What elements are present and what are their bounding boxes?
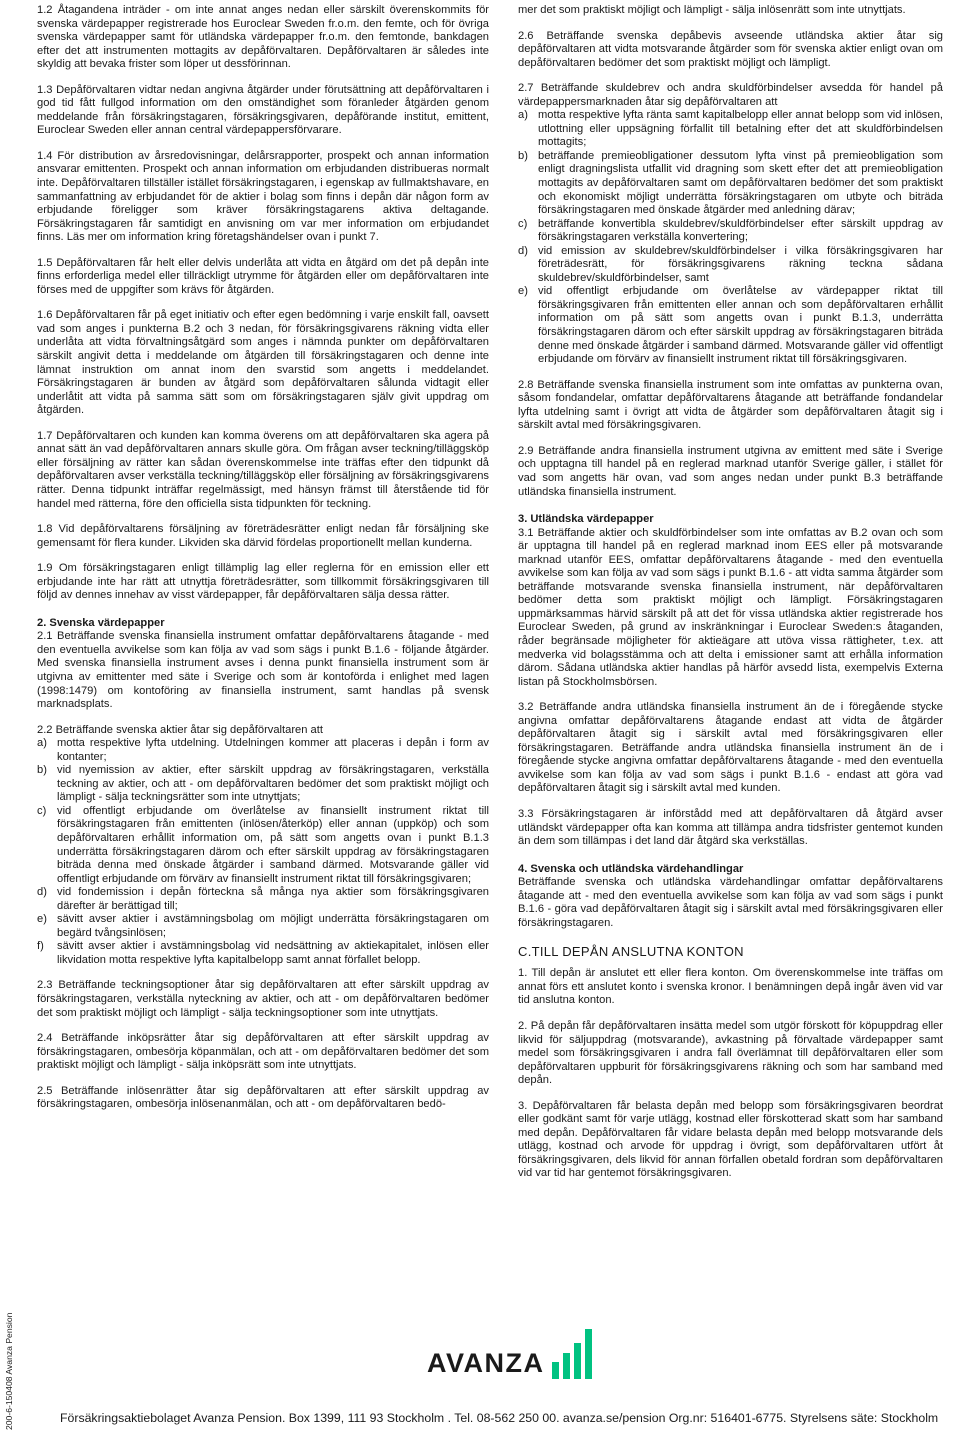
paragraph-3-3: 3.3 Försäkringstagaren är införstådd med att depåförvaltaren då åtgärd avser utländskt värdepapper ofta kan komma att tillämpa andra tidsfrister gentemot kunden än dem som tillämpas i det land där åtgärd ska verkställas. (518, 807, 943, 848)
list-marker: b) (518, 149, 528, 162)
list-text: vid fondemission i depån förteckna så många nya aktier som försäkringsgivaren därefter är berättigad till; (57, 886, 489, 912)
list-text: beträffande konvertibla skuldebrev/skuldförbindelser efter särskilt uppdrag av försäkringstagaren verkställa konvertering; (538, 217, 943, 244)
list-text: vid emission av skuldebrev/skuldförbindelser i vilka försäkringsgivaren har företrädesrätt, för försäkringsgivarens räkning teckna sådana skuldebrev/skuldförbindelser, samt (538, 244, 943, 284)
list-item (518, 218, 943, 245)
paragraph-3-1: 3.1 Beträffande aktier och skuldförbindelser som inte omfattas av B.2 ovan och som är upptagna till handel på en reglerad marknad inom EES eller på motsvarande marknad utanför EES, omfattar depåförvaltarens åtagande - med den eventuella avvikelse som kan följa av vad som sägs i punkt B.1.6 - att vidta samma åtgärder som beträffande motsvarande svenska finansiella instrument, när depåförvaltaren bedömer detta som praktiskt möjligt och lämpligt. Försäkringstagaren uppmärksammas härvid särskilt på att det för vissa utländska aktier registrerade hos Euroclear Sweden, på grund av inskränkningar i Euroclear Sweden:s åtaganden, råder begränsade möjligheter för aktieägare att utöva vissa rättigheter, t.ex. att medverka vid bolagsstämma och att delta i emissioner samt att erhålla information därom. Sådana utländska aktier handlas på härför avsedd lista, exempelvis Externa listan på Stockholmsbörsen. (518, 526, 943, 688)
list-marker: f) (37, 940, 44, 953)
list-item (518, 245, 943, 286)
paragraph-2-1: 2.1 Beträffande svenska finansiella instrument omfattar depåförvaltarens åtagande - med den eventuella avvikelse som kan följa av vad som sägs i punkt B.1.6 - följande åtgärder. Med svenska finansiella instrument avses i denna punkt finansiella instrument som är utgivna av emittenter med säte i Sverige och som är kontoförda i enlighet med lagen (1998:1479) om kontoföring av finansiella instrument, samt handlas på svensk marknadsplats. (37, 630, 489, 711)
paragraph-2-3: 2.3 Beträffande teckningsoptioner åtar sig depåförvaltaren att efter särskilt uppdrag av försäkringstagaren, verkställa nyteckning av aktier, och att - om depåförvaltaren bedömer det som praktiskt möjligt och lämpligt - sälja teckningsoptioner som inte utnyttjats. (37, 979, 489, 1019)
list-item (37, 737, 489, 764)
paragraph-1-8: 1.8 Vid depåförvaltarens försäljning av företrädesrätter enligt nedan får försäljning ske gemensamt för flera kunder. Likviden ska därvid fördelas proportionellt mellan kunderna. (37, 523, 489, 549)
paragraph-1-7: 1.7 Depåförvaltaren och kunden kan komma överens om att depåförvaltaren ska agera på annat sätt än vad depåförvaltaren annars skulle göra. Om frågan avser teckning/tilläggsköp eller försäljning av rätter kan sådan överenskommelse inte träffas efter den tidpunkt då depåförvaltaren avser verkställa teckning/tilläggsköp eller försäljning av försäkringsgivarens rätter. Denna tidpunkt inträffar regelmässigt, med hänsyn främst till återstående tid för handel med rätterna, före den officiella sista tidpunkten för teckning. (37, 429, 489, 510)
list-text: beträffande premieobligationer dessutom lyfta vinst på premieobligation som enligt dragningslista utfallit vid dragning som skett efter det att premieobligation mottagits av depåförvaltaren samt om depåförvaltaren bedömer det som praktiskt och ekonomiskt möjligt underrätta försäkringstagaren om utbyte och biträda försäkringstagaren med önskade åtgärder med anledning därav; (538, 149, 943, 217)
list-text: sävitt avser aktier i avstämningsbolag vid nedsättning av aktiekapitalet, inlösen eller likvidation motta respektive lyfta kapitalbelopp samt annat förfallet belopp. (57, 940, 489, 966)
paragraph-3-2: 3.2 Beträffande andra utländska finansiella instrument än de i föregående stycke angivna omfattar depåförvaltarens åtagande endast att vidta de åtgärder depåförvaltaren åtagit sig i särskilt avtal med försäkringsgivaren eller försäkringstagaren. Beträffande andra utländska finansiella instrument än de i föregående stycke angivna omfattar depåförvaltarens åtagande - med den eventuella avvikelse som kan följa av vad som sägs i punkt B.1.6 - endast att göra vad depåförvaltaren åtagit sig i särskilt avtal med kunden. (518, 701, 943, 795)
paragraph-2-8: 2.8 Beträffande svenska finansiella instrument som inte omfattas av punkterna ovan, såsom fondandelar, omfattar depåförvaltarens åtagande att beträffande fondandelar lyfta utdelning samt i övrigt att vidta de åtgärder som depåförvaltaren åtagit sig i särskilt avtal med försäkringsgivaren. (518, 378, 943, 432)
list-marker: a) (518, 109, 528, 122)
list-text: motta respektive lyfta ränta samt kapitalbelopp eller annat belopp som vid inlösen, utlottning eller uppsägning förfallit till betalning efter det att skuldförbindelsen mottagits; (538, 109, 943, 149)
list-marker: c) (518, 217, 528, 230)
paragraph-2-2: 2.2 Beträffande svenska aktier åtar sig depåförvaltaren att (37, 723, 323, 736)
section-heading-2: 2. Svenska värdepapper (37, 616, 165, 629)
list-2-2 (37, 737, 489, 967)
paragraph-1-9: 1.9 Om försäkringstagaren enligt tillämplig lag eller reglerna för en emission eller ett erbjudande inte har rätt att utnyttja företrädesrätter, som tillkommit försäkringsgivaren till följd av dennes innehav av visst värdepapper, får depåförvaltaren sälja dessa rätter. (37, 562, 489, 602)
paragraph-1-4: 1.4 För distribution av årsredovisningar, delårsrapporter, prospekt och annan information ansvarar emittenten. Prospekt och annan information om erbjudanden distribueras normalt inte. Depåförvaltaren tillställer istället försäkringstagaren, i egenskap av fullmaktshavare, en sammanfattning av erbjudandet för de aktier i bolag som finns i depån där någon form av erbjudande föreligger som kräver försäkringstagarens aktiva deltagande. Försäkringstagaren får samtidigt en anvisning om var mer information om erbjudandet finns. Läs mer om information kring företagshändelser ovan i punkt 7. (37, 149, 489, 244)
paragraph-1-3: 1.3 Depåförvaltaren vidtar nedan angivna åtgärder under förutsättning att depåförvaltaren i god tid fått fullgod information om den omständighet som föranleder åtgärden genom meddelande från försäkringstagaren, försäkringsgivaren, depåförande institut, emittent, Euroclear Sweden eller annan central värdepappersförvarare. (37, 83, 489, 137)
paragraph-2-5: 2.5 Beträffande inlösenrätter åtar sig depåförvaltaren att efter särskilt uppdrag av försäkringstagaren, ombesörja inlösenanmälan, och att - om depåförvaltaren bedö- (37, 1084, 489, 1111)
section-heading-3: 3. Utländska värdepapper (518, 513, 654, 526)
footer-company-info: Försäkringsaktiebolaget Avanza Pension. Box 1399, 111 93 Stockholm . Tel. 08-562 250 00. avanza.se/pension Org.nr: 516401-6775. Styrelsens säte: Stockholm (60, 1411, 939, 1425)
logo-bar (563, 1353, 570, 1379)
paragraph-1-2: 1.2 Åtagandena inträder - om inte annat anges nedan eller särskilt överenskommits för svenska värdepapper registrerade hos Euroclear Sweden fr.o.m. den femte, och för övriga svenska värdepapper samt för utländska värdepapper fr.o.m. den femtonde, bankdagen efter det att instrumenten mottagits av depåförvaltaren. Depåförvaltaren är således inte skyldig att bevaka frister som löper ut dessförinnan. (37, 4, 489, 71)
list-marker: c) (37, 804, 47, 817)
list-item (37, 805, 489, 886)
list-marker: a) (37, 737, 47, 750)
logo-wordmark: AVANZA (427, 1348, 545, 1378)
list-item (518, 150, 943, 218)
paragraph-4: Beträffande svenska och utländska värdehandlingar omfattar depåförvaltarens åtagande att - med den eventuella avvikelse som kan följa av vad som sägs i punkt B.1.6 - göra vad depåförvaltaren åtagit sig i särskilt avtal med försäkringsgivaren eller försäkringstagaren. (518, 876, 943, 929)
list-marker: e) (37, 913, 47, 926)
document-id-vertical: 200-6-150408 Avanza Pension (4, 1312, 14, 1430)
list-item (37, 940, 489, 967)
avanza-logo (427, 1327, 592, 1379)
list-item (37, 764, 489, 805)
list-marker: e) (518, 285, 528, 298)
paragraph-c-2: 2. På depån får depåförvaltaren insätta medel som utgör förskott för köpuppdrag eller likvid för säljuppdrag (motsvarande), avkastning på förvaltade värdepapper samt medel som försäkringsgivaren i andra fall överlämnat till depåförvaltaren eller som depåförvaltaren uppburit för försäkringsgivarens räkning och som har samband med depån. (518, 1020, 943, 1087)
list-item (518, 109, 943, 150)
logo-bar (574, 1343, 581, 1379)
logo-bars-icon (552, 1327, 592, 1379)
paragraph-2-4: 2.4 Beträffande inköpsrätter åtar sig depåförvaltaren att efter särskilt uppdrag av försäkringstagaren, ombesörja köpanmälan, och att - om depåförvaltaren bedömer det som praktiskt möjligt och lämpligt - sälja inköpsrätt som inte utnyttjats. (37, 1032, 489, 1072)
paragraph-2-5-continued: mer det som praktiskt möjligt och lämpligt - sälja inlösenrätt som inte utnyttjats. (518, 4, 906, 16)
list-item (518, 285, 943, 366)
list-text: vid nyemission av aktier, efter särskilt uppdrag av försäkringstagaren, verkställa teckning av aktier, och att - om depåförvaltaren bedömer det som praktiskt möjligt och lämpligt - sälja teckningsrätter som inte utnyttjats; (57, 764, 489, 804)
left-column (37, 4, 489, 1112)
paragraph-2-6: 2.6 Beträffande svenska depåbevis avseende utländska aktier åtar sig depåförvaltaren att vidta motsvarande åtgärder som för svenska aktier enligt ovan om depåförvaltaren bedömer det som praktiskt möjligt och lämpligt. (518, 29, 943, 69)
logo-bar (552, 1362, 559, 1379)
list-2-7 (518, 109, 943, 366)
list-text: vid offentligt erbjudande om överlåtelse av värdepapper riktat till försäkringsgivaren från emittenten eller annan och som depåförvaltaren erhållit information om på sätt som angetts ovan i punkt B.1.3, underrätta försäkringstagaren därom och efter särskilt uppdrag av försäkringstagaren biträda denne med önskade åtgärder i samband därmed. Motsvarande gäller vid offentligt erbjudande om förvärv av finansiellt instrument riktat till försäkringsgivaren. (538, 285, 943, 366)
list-text: motta respektive lyfta utdelning. Utdelningen kommer att placeras i depån i form av kontanter; (57, 737, 489, 763)
paragraph-c-1: 1. Till depån är anslutet ett eller flera konton. Om överenskommelse inte träffas om annat förs ett anslutet konto i svenska kronor. I benämningen depå ingår även vid var tid anslutna konton. (518, 967, 943, 1007)
list-item (37, 886, 489, 913)
paragraph-1-5: 1.5 Depåförvaltaren får helt eller delvis underlåta att vidta en åtgärd om det på depån inte finns erforderliga medel eller tillräckligt utrymme för åtgärden eller om depåförvaltaren inte förses med de uppgifter som krävs för åtgärden. (37, 256, 489, 296)
logo-bar (585, 1329, 592, 1379)
paragraph-c-3: 3. Depåförvaltaren får belasta depån med belopp som försäkringsgivaren beordrat eller godkänt samt för varje utlägg, kostnad eller förskotterad skatt som har samband med depån. Depåförvaltaren får vidare belasta depån med belopp motsvarande dels utlägg, kostnad och arvode för uppdrag i övrigt, som depåförvaltaren utfört åt försäkringsgivaren, dels likvid för annan förfallen obetald fordran som depåförvaltaren vid var tid har gentemot försäkringsgivaren. (518, 1099, 943, 1180)
list-marker: d) (518, 244, 528, 257)
section-heading-c: C.TILL DEPÅN ANSLUTNA KONTON (518, 944, 744, 960)
list-text: sävitt avser aktier i avstämningsbolag om möjligt underrätta försäkringstagaren om begärd tvångsinlösen; (57, 913, 489, 939)
list-item (37, 913, 489, 940)
list-marker: d) (37, 886, 47, 899)
right-column (518, 4, 943, 1181)
section-heading-4: 4. Svenska och utländska värdehandlingar (518, 862, 744, 875)
list-marker: b) (37, 764, 47, 777)
paragraph-1-6: 1.6 Depåförvaltaren får på eget initiativ och efter egen bedömning i varje enskilt fall, oavsett vad som anges i punkterna B.2 och 3 nedan, för försäkringsgivarens räkning vidta eller underlåta att vidta förvaltningsåtgärd som anges i nämnda punkter om depåförvaltaren särskilt angivit detta i meddelande om åtgärden till försäkringstagaren och denne inte lämnat instruktion om annat inom den svarstid som angetts i meddelandet. Försäkringstagaren är bunden av åtgärd som depåförvaltaren sålunda vidtagit eller underlåtit att vidta på samma sätt som om försäkringstagaren själv givit uppdrag om åtgärden. (37, 309, 489, 417)
paragraph-2-7: 2.7 Beträffande skuldebrev och andra skuldförbindelser avsedda för handel på värdepappersmarknaden åtar sig depåförvaltaren att (518, 82, 943, 108)
paragraph-2-9: 2.9 Beträffande andra finansiella instrument utgivna av emittent med säte i Sverige och upptagna till handel på en reglerad marknad utanför Sverige gäller, i stället för vad som angetts här ovan, vad som anges nedan under punkt B.3 beträffande utländska finansiella instrument. (518, 444, 943, 498)
list-text: vid offentligt erbjudande om överlåtelse av finansiellt instrument riktat till försäkringstagaren från emittenten (inlösen/återköp) eller annan (uppköp) och som depåförvaltaren erhållit information om, på sätt som angetts ovan i punkt B.1.3 underrätta försäkringstagaren därom och efter särskilt uppdrag av försäkringstagaren biträda denna med önskade åtgärder i samband därmed. Motsvarande gäller vid offentligt erbjudande om förvärv av finansiellt instrument riktat till försäkringsgivaren; (57, 804, 489, 885)
